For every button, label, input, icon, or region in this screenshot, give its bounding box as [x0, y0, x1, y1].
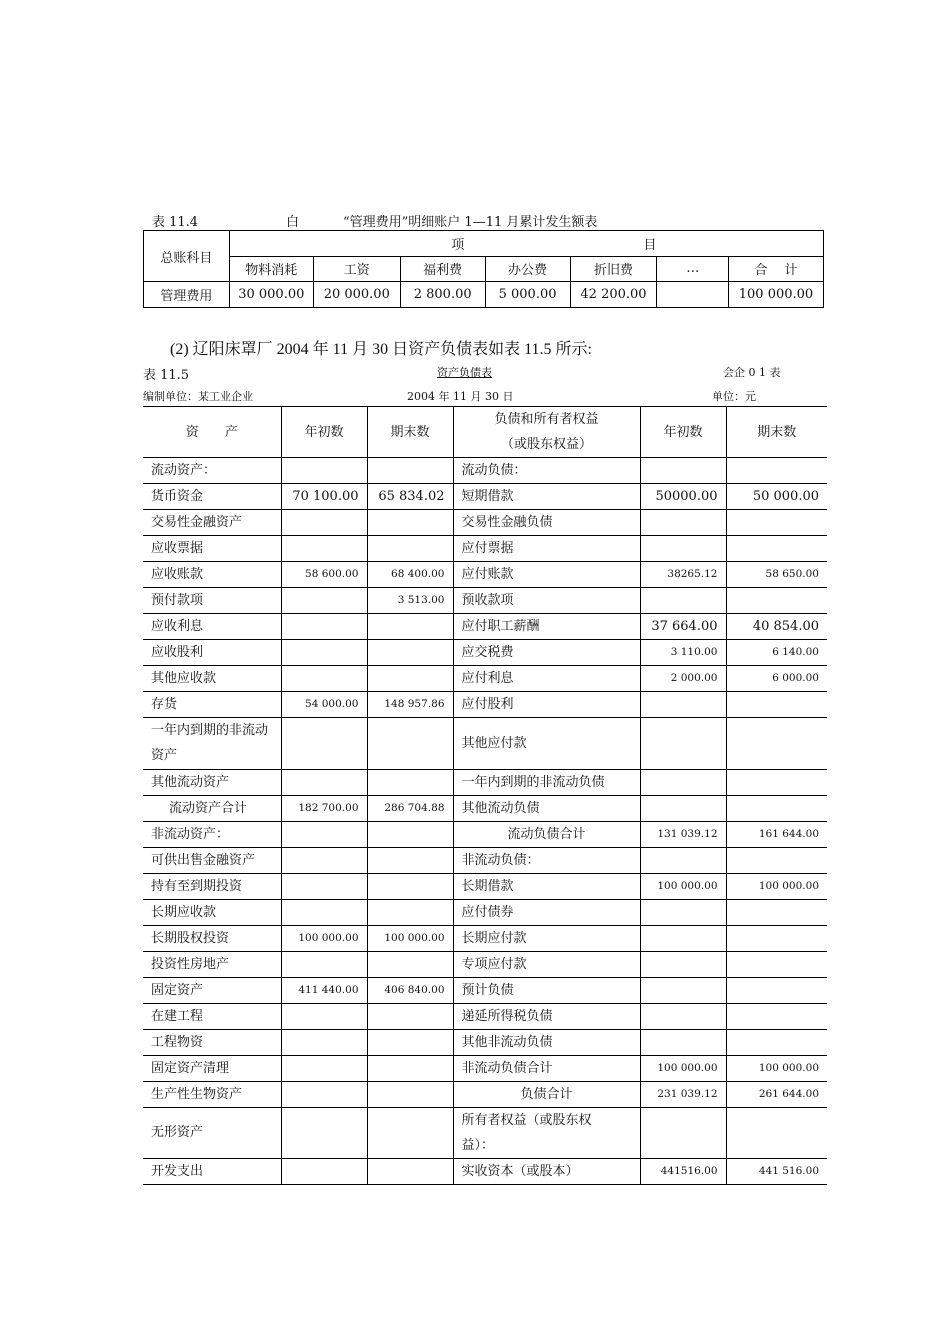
table2-caption-code: 会企 0 1 表 — [723, 366, 781, 379]
asset-label: 其他应收款 — [143, 666, 281, 692]
table1-caption-number: 表 11.4 — [152, 215, 199, 230]
liability-begin: 3 110.00 — [640, 640, 726, 666]
asset-begin: 54 000.00 — [281, 692, 367, 718]
liability-begin — [640, 458, 726, 484]
liability-begin — [640, 1029, 726, 1055]
cell: 20 000.00 — [313, 282, 400, 308]
asset-label: 持有至到期投资 — [143, 873, 281, 899]
col-header: 物料消耗 — [229, 256, 313, 282]
liability-end: 50 000.00 — [726, 484, 827, 510]
table2-date: 2004 年 11 月 30 日 — [407, 390, 514, 403]
liability-end: 441 516.00 — [726, 1159, 827, 1185]
asset-end: 286 704.88 — [367, 795, 453, 821]
liability-label: 流动负债合计 — [453, 821, 640, 847]
table2-caption-title: 资产负债表 — [437, 366, 492, 379]
header-begin: 年初数 — [281, 407, 367, 458]
table-row — [143, 1159, 827, 1185]
liability-begin — [640, 1003, 726, 1029]
liability-label: 实收资本（或股本） — [453, 1159, 640, 1185]
cell: 5 000.00 — [485, 282, 570, 308]
liability-label: 非流动负债合计 — [453, 1055, 640, 1081]
liability-begin — [640, 510, 726, 536]
liability-label: 交易性金融负债 — [453, 510, 640, 536]
liability-begin — [640, 536, 726, 562]
asset-label: 固定资产 — [143, 977, 281, 1003]
asset-label: 流动资产： — [143, 458, 281, 484]
asset-end — [367, 640, 453, 666]
table-row — [143, 458, 827, 484]
liability-begin — [640, 925, 726, 951]
asset-begin: 58 600.00 — [281, 562, 367, 588]
asset-end: 3 513.00 — [367, 588, 453, 614]
cell: 42 200.00 — [570, 282, 657, 308]
asset-label: 预付款项 — [143, 588, 281, 614]
liability-end: 58 650.00 — [726, 562, 827, 588]
table-row — [143, 536, 827, 562]
col-header: 合 计 — [728, 256, 823, 282]
liability-label: 应付债券 — [453, 899, 640, 925]
liability-begin: 50000.00 — [640, 484, 726, 510]
table-row — [143, 925, 827, 951]
asset-end — [367, 666, 453, 692]
liability-end — [726, 588, 827, 614]
liability-label: 所有者权益（或股东权益）： — [453, 1107, 640, 1159]
liability-end: 6 140.00 — [726, 640, 827, 666]
asset-end — [367, 951, 453, 977]
asset-end — [367, 1081, 453, 1107]
asset-label: 可供出售金融资产 — [143, 847, 281, 873]
liability-begin — [640, 692, 726, 718]
asset-end: 406 840.00 — [367, 977, 453, 1003]
asset-end: 65 834.02 — [367, 484, 453, 510]
liability-end: 6 000.00 — [726, 666, 827, 692]
asset-begin: 411 440.00 — [281, 977, 367, 1003]
liability-begin: 131 039.12 — [640, 821, 726, 847]
asset-begin — [281, 1003, 367, 1029]
table2-unit: 编制单位：某工业企业 — [143, 390, 253, 403]
cell — [657, 282, 729, 308]
asset-end — [367, 769, 453, 795]
col-header: … — [657, 256, 729, 282]
table1-caption-char: 白 — [286, 215, 300, 230]
asset-begin — [281, 640, 367, 666]
paragraph: (2) 辽阳床罩厂 2004 年 11 月 30 日资产负债表如表 11.5 所示: — [170, 341, 592, 358]
liability-begin: 231 039.12 — [640, 1081, 726, 1107]
asset-end — [367, 1055, 453, 1081]
liability-begin — [640, 718, 726, 770]
liability-end — [726, 951, 827, 977]
table-row — [143, 666, 827, 692]
liability-begin: 100 000.00 — [640, 873, 726, 899]
asset-begin — [281, 899, 367, 925]
asset-label: 应收票据 — [143, 536, 281, 562]
asset-begin — [281, 1029, 367, 1055]
table-row — [143, 510, 827, 536]
liability-end: 261 644.00 — [726, 1081, 827, 1107]
asset-label: 交易性金融资产 — [143, 510, 281, 536]
liability-end — [726, 977, 827, 1003]
table2-currency: 单位：元 — [712, 390, 756, 403]
liability-label: 负债合计 — [453, 1081, 640, 1107]
asset-label: 应收股利 — [143, 640, 281, 666]
asset-label: 长期股权投资 — [143, 925, 281, 951]
asset-begin — [281, 951, 367, 977]
table-row — [143, 821, 827, 847]
col-header: 福利费 — [400, 256, 485, 282]
asset-begin — [281, 588, 367, 614]
asset-end — [367, 718, 453, 770]
asset-begin — [281, 666, 367, 692]
liability-end — [726, 847, 827, 873]
asset-end — [367, 847, 453, 873]
liability-label: 应付职工薪酬 — [453, 614, 640, 640]
asset-begin: 70 100.00 — [281, 484, 367, 510]
asset-label: 工程物资 — [143, 1029, 281, 1055]
liability-label: 短期借款 — [453, 484, 640, 510]
asset-begin — [281, 821, 367, 847]
header-account: 总账科目 — [144, 231, 230, 282]
asset-end — [367, 873, 453, 899]
table1-column-headers — [144, 256, 824, 282]
asset-end — [367, 1029, 453, 1055]
liability-end — [726, 925, 827, 951]
management-expense-table — [143, 230, 824, 308]
liability-begin — [640, 769, 726, 795]
table-row — [143, 977, 827, 1003]
liability-end — [726, 536, 827, 562]
header-end-2: 期末数 — [726, 407, 827, 458]
liability-end: 100 000.00 — [726, 1055, 827, 1081]
table-row — [143, 795, 827, 821]
asset-end — [367, 510, 453, 536]
asset-label: 货币资金 — [143, 484, 281, 510]
asset-begin — [281, 510, 367, 536]
asset-label: 非流动资产： — [143, 821, 281, 847]
table-row — [143, 1029, 827, 1055]
liability-end — [726, 769, 827, 795]
liability-label: 预计负债 — [453, 977, 640, 1003]
col-header: 办公费 — [485, 256, 570, 282]
table-row — [143, 769, 827, 795]
header-items: 项 目 — [229, 231, 823, 257]
liability-begin — [640, 795, 726, 821]
table-row — [143, 614, 827, 640]
asset-label: 开发支出 — [143, 1159, 281, 1185]
asset-begin — [281, 847, 367, 873]
liability-begin — [640, 588, 726, 614]
header-liabilities: 负债和所有者权益 （或股东权益） — [453, 407, 640, 458]
table-row — [143, 562, 827, 588]
asset-label: 一年内到期的非流动资产 — [143, 718, 281, 770]
liability-label: 应付股利 — [453, 692, 640, 718]
asset-begin — [281, 536, 367, 562]
balance-sheet-header — [143, 407, 827, 458]
liability-begin — [640, 951, 726, 977]
asset-label: 流动资产合计 — [143, 795, 281, 821]
cell: 30 000.00 — [229, 282, 313, 308]
asset-label: 存货 — [143, 692, 281, 718]
table-row — [143, 1107, 827, 1159]
asset-end — [367, 1107, 453, 1159]
asset-end — [367, 614, 453, 640]
liability-begin: 37 664.00 — [640, 614, 726, 640]
liability-end — [726, 795, 827, 821]
liability-label: 应付利息 — [453, 666, 640, 692]
liability-begin — [640, 1107, 726, 1159]
table-row — [143, 873, 827, 899]
liability-label: 应付票据 — [453, 536, 640, 562]
cell: 100 000.00 — [728, 282, 823, 308]
liability-begin — [640, 977, 726, 1003]
liability-end: 40 854.00 — [726, 614, 827, 640]
asset-end: 148 957.86 — [367, 692, 453, 718]
balance-sheet-table — [143, 406, 827, 1185]
asset-end — [367, 1003, 453, 1029]
liability-label: 长期应付款 — [453, 925, 640, 951]
table-row — [143, 692, 827, 718]
liability-label: 流动负债： — [453, 458, 640, 484]
asset-begin: 100 000.00 — [281, 925, 367, 951]
table-row — [143, 899, 827, 925]
header-asset: 资 产 — [143, 407, 281, 458]
liability-begin: 38265.12 — [640, 562, 726, 588]
liability-label: 长期借款 — [453, 873, 640, 899]
asset-begin — [281, 718, 367, 770]
liability-begin — [640, 847, 726, 873]
asset-label: 无形资产 — [143, 1107, 281, 1159]
table-row — [143, 1081, 827, 1107]
liability-end — [726, 510, 827, 536]
table-row — [143, 1003, 827, 1029]
liability-label: 一年内到期的非流动负债 — [453, 769, 640, 795]
liability-end: 100 000.00 — [726, 873, 827, 899]
liability-label: 预收款项 — [453, 588, 640, 614]
asset-end — [367, 1159, 453, 1185]
asset-end — [367, 536, 453, 562]
asset-begin — [281, 1107, 367, 1159]
liability-label: 递延所得税负债 — [453, 1003, 640, 1029]
asset-end: 68 400.00 — [367, 562, 453, 588]
liability-end — [726, 899, 827, 925]
asset-begin — [281, 1081, 367, 1107]
asset-begin — [281, 614, 367, 640]
asset-label: 应收利息 — [143, 614, 281, 640]
col-header: 折旧费 — [570, 256, 657, 282]
asset-label: 长期应收款 — [143, 899, 281, 925]
asset-end — [367, 458, 453, 484]
table-row — [143, 588, 827, 614]
table-row — [143, 640, 827, 666]
liability-end — [726, 692, 827, 718]
liability-label: 其他应付款 — [453, 718, 640, 770]
liability-end — [726, 1107, 827, 1159]
liability-end — [726, 1029, 827, 1055]
asset-begin — [281, 769, 367, 795]
liability-label: 应交税费 — [453, 640, 640, 666]
col-header: 工资 — [313, 256, 400, 282]
cell: 2 800.00 — [400, 282, 485, 308]
liability-begin: 2 000.00 — [640, 666, 726, 692]
asset-label: 生产性生物资产 — [143, 1081, 281, 1107]
asset-end — [367, 821, 453, 847]
liability-begin — [640, 899, 726, 925]
asset-begin: 182 700.00 — [281, 795, 367, 821]
liability-label: 其他流动负债 — [453, 795, 640, 821]
liability-label: 应付账款 — [453, 562, 640, 588]
asset-begin — [281, 1055, 367, 1081]
liability-end: 161 644.00 — [726, 821, 827, 847]
asset-label: 投资性房地产 — [143, 951, 281, 977]
table-row — [143, 718, 827, 770]
table-row — [144, 282, 824, 308]
table1-caption-title: “管理费用”明细账户 1—11 月累计发生额表 — [343, 215, 598, 230]
liability-begin: 100 000.00 — [640, 1055, 726, 1081]
asset-label: 在建工程 — [143, 1003, 281, 1029]
header-begin-2: 年初数 — [640, 407, 726, 458]
table-row — [143, 951, 827, 977]
liability-label: 非流动负债： — [453, 847, 640, 873]
asset-label: 应收账款 — [143, 562, 281, 588]
liability-end — [726, 718, 827, 770]
table-row — [143, 484, 827, 510]
table-row — [143, 1055, 827, 1081]
asset-end — [367, 899, 453, 925]
asset-label: 其他流动资产 — [143, 769, 281, 795]
liability-begin: 441516.00 — [640, 1159, 726, 1185]
asset-end: 100 000.00 — [367, 925, 453, 951]
row-label: 管理费用 — [144, 282, 230, 308]
asset-begin — [281, 1159, 367, 1185]
asset-begin — [281, 458, 367, 484]
liability-end — [726, 1003, 827, 1029]
table-row — [143, 847, 827, 873]
asset-label: 固定资产清理 — [143, 1055, 281, 1081]
liability-label: 其他非流动负债 — [453, 1029, 640, 1055]
table2-caption-number: 表 11.5 — [143, 368, 190, 383]
asset-begin — [281, 873, 367, 899]
liability-end — [726, 458, 827, 484]
header-end: 期末数 — [367, 407, 453, 458]
liability-label: 专项应付款 — [453, 951, 640, 977]
